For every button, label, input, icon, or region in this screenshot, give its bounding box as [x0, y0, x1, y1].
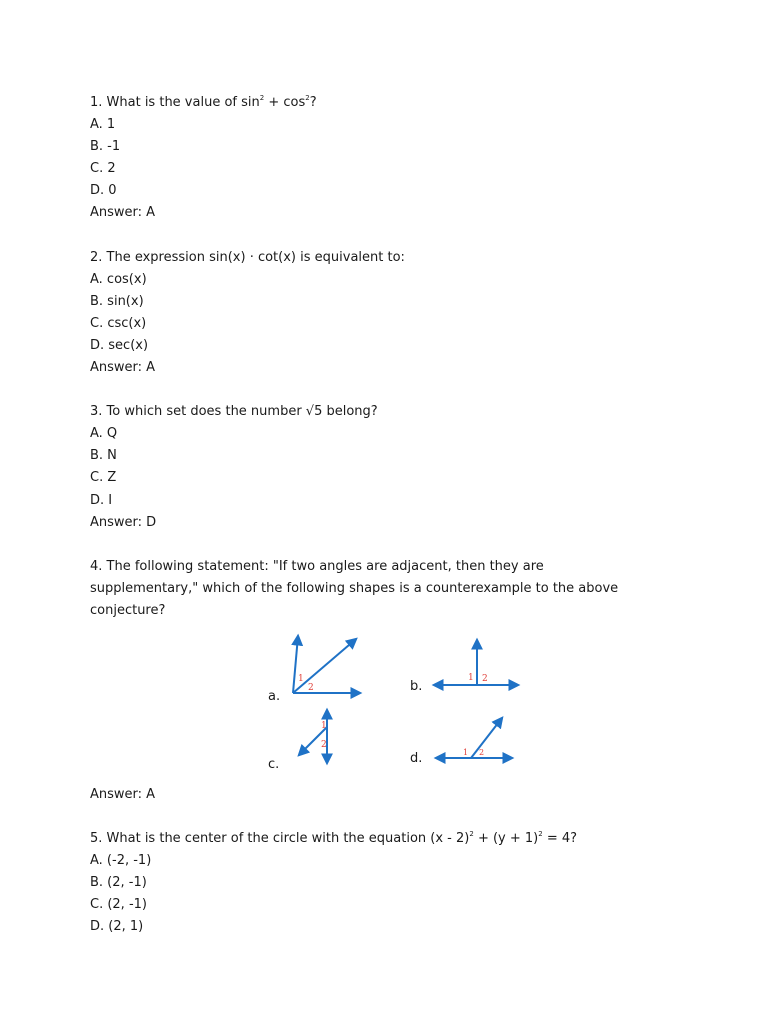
option: B. -1 — [90, 139, 121, 155]
answer: Answer: D — [90, 514, 157, 530]
option: B. N — [90, 448, 117, 464]
figure-d — [410, 718, 512, 766]
answer: Answer: A — [90, 205, 156, 221]
ray — [293, 636, 298, 693]
angle-label-1: 1 — [468, 672, 474, 683]
question-3 — [90, 401, 690, 534]
angle-label-1: 1 — [321, 720, 327, 731]
option: D. sec(x) — [90, 337, 149, 353]
figure-label-b: b. — [410, 678, 423, 694]
option: A. Q — [90, 426, 118, 442]
figure-label-a: a. — [268, 688, 281, 704]
ray — [293, 639, 356, 693]
option: D. 0 — [90, 183, 117, 199]
angle-label-1: 1 — [463, 747, 469, 757]
question-prompt: 5. What is the center of the circle with the equation $(x - 2)^2 + (y + 1)^2 = 4$? — [90, 830, 578, 847]
angle-figures — [90, 622, 690, 784]
answer: Answer: A — [90, 786, 156, 802]
option: B. (2, -1) — [90, 875, 147, 891]
question-prompt: 2. The expression sin(x) · cot(x) is equivalent to: — [90, 249, 405, 265]
question-5 — [90, 828, 690, 938]
question-prompt: 1. What is the value of $\sin^2 + \cos^2$? — [90, 94, 317, 110]
figure-label-d: d. — [410, 750, 423, 766]
angle-label-2: 2 — [482, 673, 488, 684]
figure-c — [268, 710, 327, 772]
option: A. cos(x) — [90, 271, 147, 287]
option: A. (-2, -1) — [90, 853, 152, 869]
answer: Answer: A — [90, 360, 156, 376]
option: C. (2, -1) — [90, 897, 147, 913]
option: A. 1 — [90, 117, 116, 133]
figure-a — [268, 636, 360, 704]
question-prompt: 4. The following statement: "If two angles are adjacent, then they are supplementary," which of the following shapes is a counterexample to the above conjecture? — [90, 558, 619, 618]
angle-label-1: 1 — [298, 673, 304, 684]
option: C. 2 — [90, 161, 116, 177]
figure-label-c: c. — [268, 756, 280, 772]
option: D. I — [90, 492, 113, 508]
question-1 — [90, 92, 690, 225]
angle-figures-svg — [90, 622, 690, 784]
option: C. csc(x) — [90, 315, 147, 331]
option: D. (2, 1) — [90, 919, 144, 935]
quiz-page — [90, 92, 690, 939]
figure-b — [410, 640, 518, 694]
question-prompt: 3. To which set does the number √5 belong? — [90, 404, 378, 420]
question-4 — [90, 556, 690, 806]
angle-label-2: 2 — [321, 739, 327, 750]
option: B. sin(x) — [90, 293, 144, 309]
option: C. Z — [90, 470, 117, 486]
angle-label-2: 2 — [308, 682, 314, 693]
angle-label-2: 2 — [479, 747, 485, 757]
ray — [471, 718, 502, 758]
question-2 — [90, 247, 690, 380]
